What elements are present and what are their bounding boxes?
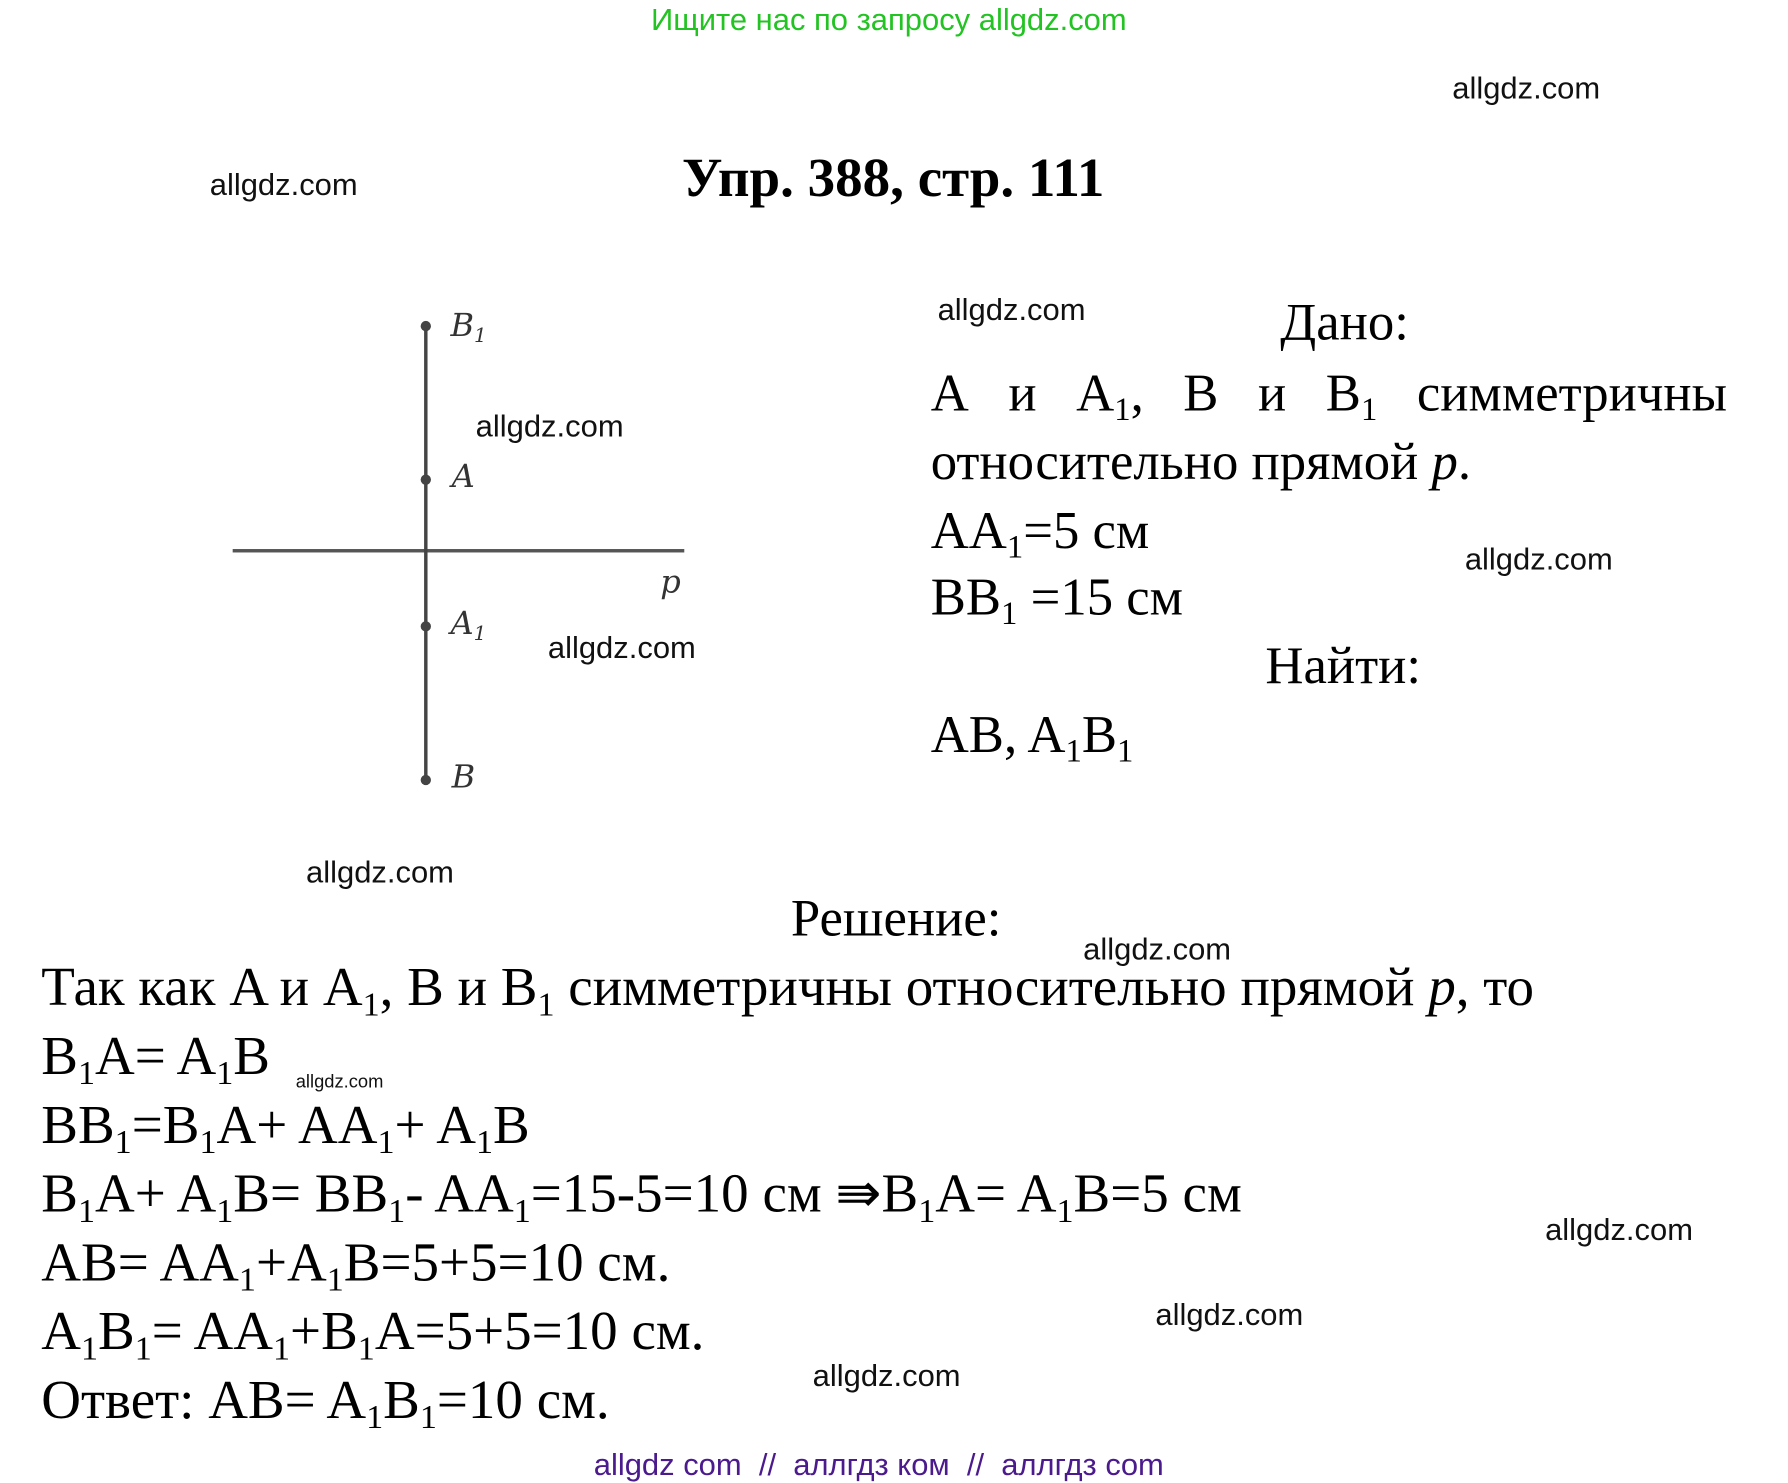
watermark: allgdz.com: [1464, 542, 1613, 577]
solution-line-1: Так как A и $A_1$, B и $B_1$ симметричны относительно прямой p, то: [41, 957, 1535, 1024]
implies-arrow-icon: ⇛: [835, 1163, 882, 1225]
find-text: AB, $A_1B_1$: [930, 704, 1134, 770]
label-b: B: [451, 757, 476, 796]
given-line-2: относительно прямой p.: [930, 432, 1472, 491]
label-p: p: [660, 562, 681, 601]
watermark: allgdz.com: [1545, 1212, 1694, 1248]
watermark: allgdz.com: [1452, 71, 1601, 106]
watermark: allgdz.com: [306, 855, 454, 890]
watermark: allgdz.com: [547, 630, 696, 665]
footer-links[interactable]: allgdz com // аллгдз ком // аллгдз com: [593, 1447, 1164, 1483]
point-a: [421, 475, 431, 485]
label-a1: $A_1$: [450, 604, 487, 646]
point-b: [421, 775, 431, 785]
watermark: allgdz.com: [475, 409, 624, 444]
watermark: allgdz.com: [937, 292, 1086, 327]
symmetry-diagram: [229, 304, 710, 808]
solution-line-2: $B_1A= A_1B$: [41, 1025, 270, 1093]
given-line-1: A и $A_1$, B и $B_1$ симметричны: [930, 363, 1728, 429]
solution-line-3: $BB_1=B_1A+ AA_1+ A_1B$: [41, 1094, 530, 1162]
solution-heading: Решение:: [790, 888, 1002, 947]
solution-line-4: $B_1A+ A_1B= BB_1-$ $AA_1=15-5=10$ см $⇛B_1A= A_1B=5$ см: [41, 1163, 1242, 1230]
watermark: allgdz.com: [209, 167, 358, 202]
given-line-3: $AA_1=5$ см: [930, 500, 1150, 566]
watermark: allgdz.com: [812, 1358, 961, 1393]
label-a: A: [451, 457, 475, 496]
header-banner[interactable]: Ищите нас по запросу allgdz.com: [651, 2, 1127, 37]
point-a1: [421, 621, 431, 631]
label-b1: $B_1$: [450, 306, 487, 348]
segment-bb1: [424, 324, 427, 780]
answer-line: Ответ: $AB= A_1B_1=10$ см.: [41, 1369, 610, 1437]
given-line-4: $BB_1 =15$ см: [930, 567, 1184, 633]
watermark: allgdz.com: [1155, 1297, 1304, 1332]
watermark: allgdz.com: [1083, 931, 1232, 967]
solution-line-6: $A_1B_1= AA_1+B_1A=5+5=10$ см.: [41, 1300, 705, 1368]
line-p: [233, 549, 685, 552]
find-heading: Найти:: [1265, 636, 1422, 695]
point-b1: [421, 321, 431, 331]
given-heading: Дано:: [1280, 292, 1409, 351]
page-title: Упр. 388, стр. 111: [681, 147, 1105, 209]
watermark: allgdz.com: [295, 1072, 384, 1093]
solution-line-5: $AB= AA_1+A_1B=5+5=10$ см.: [41, 1232, 671, 1299]
